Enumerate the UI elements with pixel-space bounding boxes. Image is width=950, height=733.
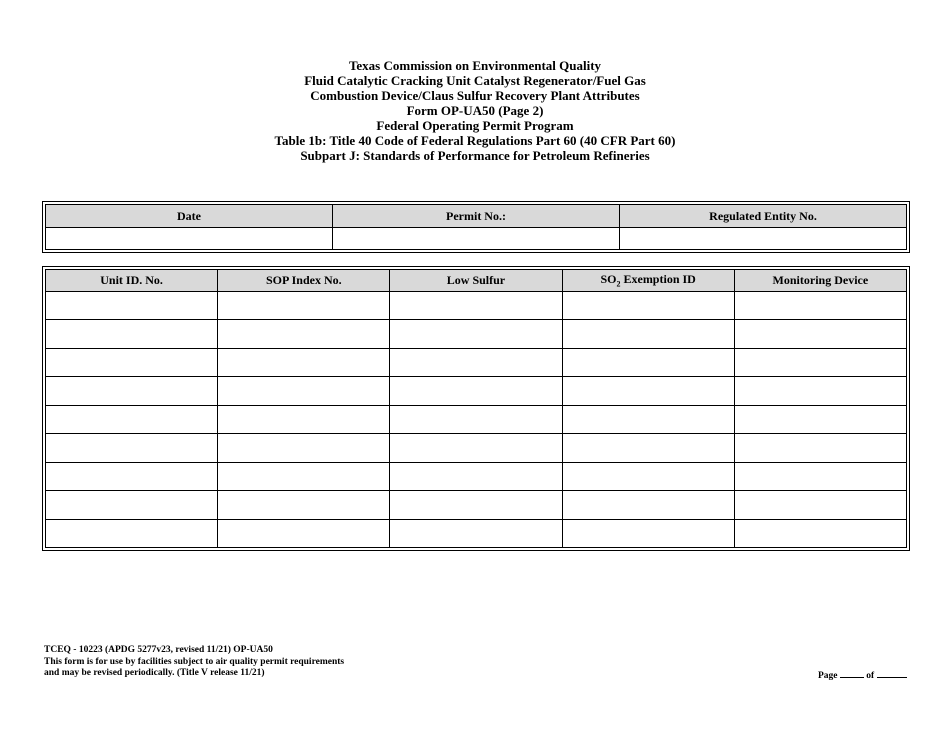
form-header [0,58,950,163]
page-number-area [818,668,907,681]
monitoring-device-cell[interactable] [734,462,906,490]
monitoring-device-cell[interactable] [734,519,906,548]
form-footer [44,645,344,680]
so2-exemption-cell[interactable] [562,320,734,348]
unit-id-header: Unit ID. No. [46,270,218,292]
attributes-table-body [46,292,907,548]
low-sulfur-cell[interactable] [390,491,562,519]
table-row [46,519,907,548]
table-row [46,462,907,490]
unit-id-cell[interactable] [46,377,218,405]
table-title: Table 1b: Title 40 Code of Federal Regulations Part 60 (40 CFR Part 60) [274,133,676,148]
page-label: Page [818,671,838,681]
low-sulfur-cell[interactable] [390,348,562,376]
unit-id-cell[interactable] [46,348,218,376]
form-id-line: TCEQ - 10223 (APDG 5277v23, revised 11/21) OP-UA50 [44,645,273,655]
sop-index-cell[interactable] [218,491,390,519]
page-total-blank[interactable] [877,668,907,678]
info-table [45,204,907,250]
low-sulfur-cell[interactable] [390,320,562,348]
so2-subscript: 2 [616,279,621,289]
so2-exemption-cell[interactable] [562,292,734,320]
sop-index-cell[interactable] [218,462,390,490]
monitoring-device-cell[interactable] [734,405,906,433]
monitoring-device-cell[interactable] [734,377,906,405]
low-sulfur-cell[interactable] [390,292,562,320]
so2-exemption-cell[interactable] [562,491,734,519]
low-sulfur-cell[interactable] [390,377,562,405]
sop-index-cell[interactable] [218,320,390,348]
monitoring-device-cell[interactable] [734,491,906,519]
table-row [46,434,907,462]
unit-id-cell[interactable] [46,405,218,433]
date-field[interactable] [46,228,333,250]
so2-exemption-header [562,270,734,292]
sop-index-cell[interactable] [218,405,390,433]
low-sulfur-cell[interactable] [390,405,562,433]
info-table-box [42,201,910,253]
so2-exemption-cell[interactable] [562,377,734,405]
so2-exemption-cell[interactable] [562,405,734,433]
unit-id-cell[interactable] [46,292,218,320]
permit-no-field[interactable] [333,228,620,250]
low-sulfur-cell[interactable] [390,462,562,490]
page-number-blank[interactable] [840,668,864,678]
so2-exemption-cell[interactable] [562,434,734,462]
form-number: Form OP-UA50 (Page 2) [406,103,544,118]
low-sulfur-cell[interactable] [390,434,562,462]
agency-title: Texas Commission on Environmental Quality [348,58,602,73]
table-row [46,320,907,348]
of-label: of [866,671,875,681]
low-sulfur-cell[interactable] [390,519,562,548]
regulated-entity-header: Regulated Entity No. [620,205,907,228]
unit-id-cell[interactable] [46,519,218,548]
table-row [46,405,907,433]
so2-suffix: Exemption ID [620,272,696,287]
table-row [46,491,907,519]
sop-index-cell[interactable] [218,292,390,320]
so2-exemption-cell[interactable] [562,462,734,490]
low-sulfur-header: Low Sulfur [390,270,562,292]
so2-exemption-cell[interactable] [562,519,734,548]
usage-note-line-2: and may be revised periodically. (Title V release 11/21) [44,668,265,678]
permit-no-header: Permit No.: [333,205,620,228]
form-title-line-1: Fluid Catalytic Cracking Unit Catalyst Regenerator/Fuel Gas [304,73,646,88]
program-name: Federal Operating Permit Program [376,118,574,133]
so2-exemption-cell[interactable] [562,348,734,376]
monitoring-device-cell[interactable] [734,320,906,348]
unit-id-cell[interactable] [46,320,218,348]
monitoring-device-cell[interactable] [734,348,906,376]
sop-index-header: SOP Index No. [218,270,390,292]
attributes-table [45,269,907,548]
table-row [46,292,907,320]
regulated-entity-field[interactable] [620,228,907,250]
attributes-table-box [42,266,910,551]
date-header: Date [46,205,333,228]
unit-id-cell[interactable] [46,462,218,490]
sop-index-cell[interactable] [218,434,390,462]
monitoring-device-cell[interactable] [734,292,906,320]
subpart-title: Subpart J: Standards of Performance for Petroleum Refineries [300,148,650,163]
sop-index-cell[interactable] [218,348,390,376]
monitoring-device-header: Monitoring Device [734,270,906,292]
sop-index-cell[interactable] [218,519,390,548]
unit-id-cell[interactable] [46,491,218,519]
sop-index-cell[interactable] [218,377,390,405]
table-row [46,377,907,405]
monitoring-device-cell[interactable] [734,434,906,462]
usage-note-line-1: This form is for use by facilities subject to air quality permit requirements [44,656,345,667]
table-row [46,348,907,376]
form-title-line-2: Combustion Device/Claus Sulfur Recovery Plant Attributes [310,88,640,103]
so2-prefix: SO [600,272,617,287]
unit-id-cell[interactable] [46,434,218,462]
